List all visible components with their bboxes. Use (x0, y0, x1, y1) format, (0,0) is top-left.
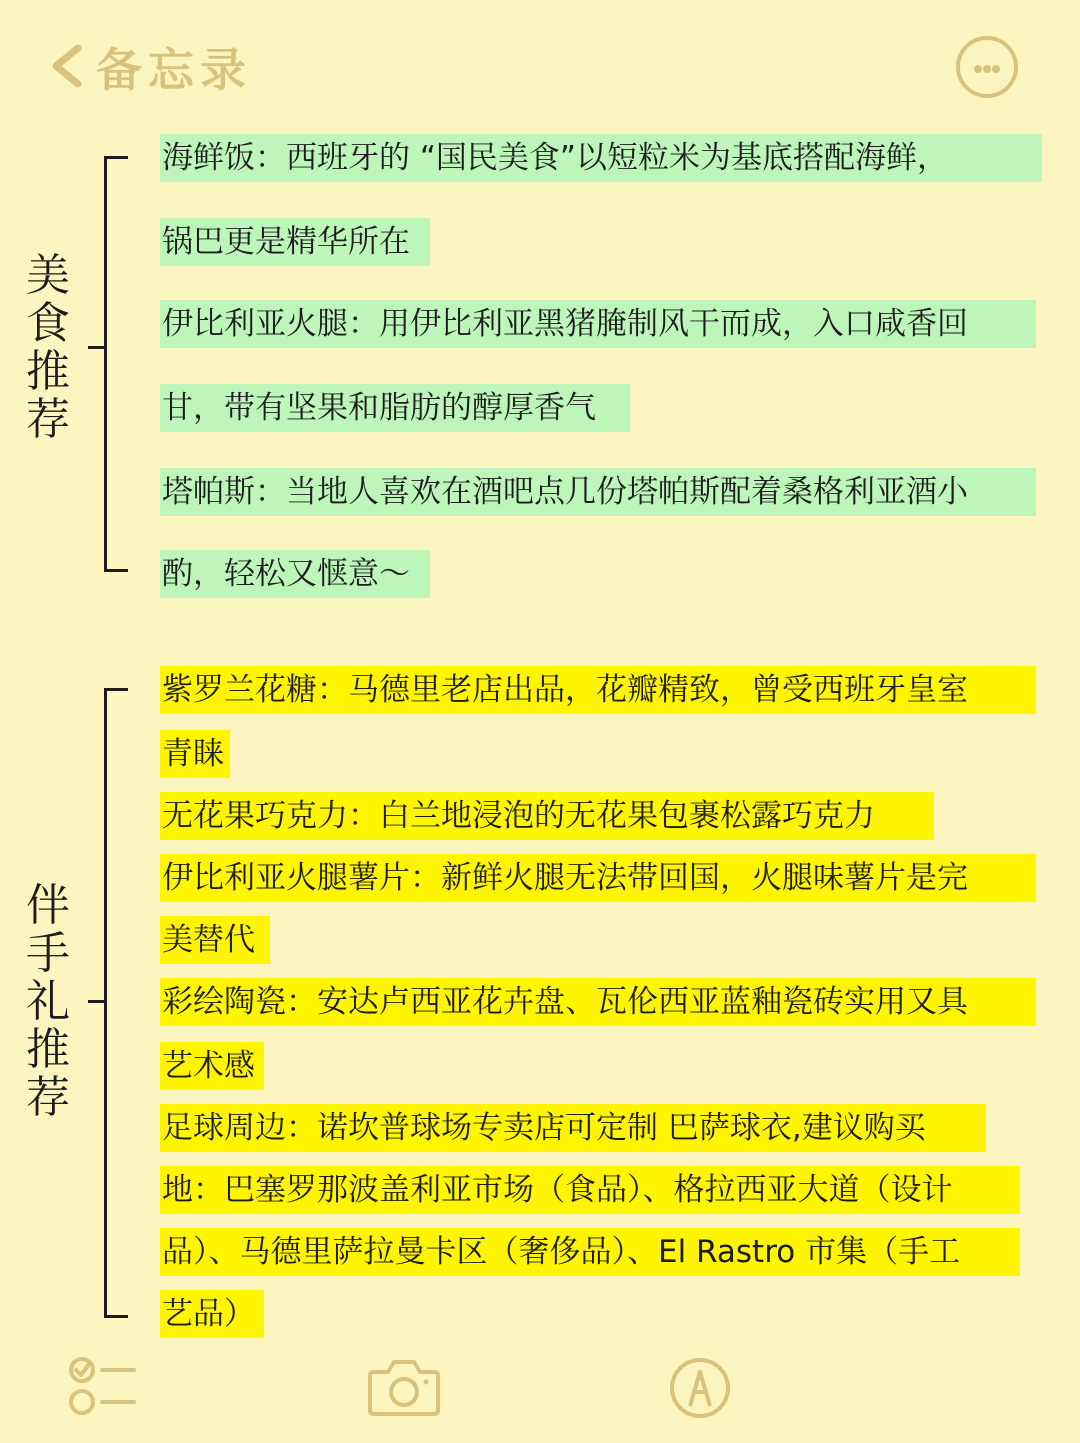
section-label-food: 美 食 推 荐 (26, 250, 70, 445)
note-text-line[interactable]: 无花果巧克力：白兰地浸泡的无花果包裹松露巧克力 (160, 792, 934, 840)
camera-icon[interactable] (366, 1356, 442, 1418)
note-text-line[interactable]: 艺术感 (160, 1042, 264, 1090)
back-button-label[interactable]: 备忘录 (96, 43, 252, 97)
note-text-line[interactable]: 彩绘陶瓷：安达卢西亚花卉盘、瓦伦西亚蓝釉瓷砖实用又具 (160, 978, 1036, 1026)
chevron-left-icon[interactable] (48, 44, 86, 88)
note-text-line[interactable]: 品）、马德里萨拉曼卡区（奢侈品）、El Rastro 市集（手工 (160, 1228, 1020, 1276)
bracket-line (104, 156, 128, 572)
bracket-line (104, 688, 128, 1318)
ellipsis-icon (983, 65, 991, 73)
note-text-line[interactable]: 艺品） (160, 1290, 264, 1338)
ellipsis-icon (974, 65, 982, 73)
navigation-bar (0, 0, 1080, 120)
bracket-tick (88, 1000, 106, 1003)
note-text-line[interactable]: 锅巴更是精华所在 (160, 218, 430, 266)
checklist-icon[interactable] (66, 1356, 136, 1416)
note-text-line[interactable]: 美替代 (160, 916, 270, 964)
note-text-line[interactable]: 甘，带有坚果和脂肪的醇厚香气 (160, 384, 630, 432)
ellipsis-icon (992, 65, 1000, 73)
more-options-button[interactable] (956, 36, 1018, 98)
note-text-line[interactable]: 伊比利亚火腿薯片：新鲜火腿无法带回国，火腿味薯片是完 (160, 854, 1036, 902)
bracket-tick (88, 346, 106, 349)
note-text-line[interactable]: 塔帕斯：当地人喜欢在酒吧点几份塔帕斯配着桑格利亚酒小 (160, 468, 1036, 516)
note-text-line[interactable]: 紫罗兰花糖：马德里老店出品，花瓣精致，曾受西班牙皇室 (160, 666, 1036, 714)
note-text-line[interactable]: 酌，轻松又惬意～ (160, 550, 430, 598)
note-text-line[interactable]: 足球周边：诺坎普球场专卖店可定制 巴萨球衣,建议购买 (160, 1104, 986, 1152)
note-text-line[interactable]: 青睐 (160, 730, 230, 778)
note-text-line[interactable]: 伊比利亚火腿：用伊比利亚黑猪腌制风干而成，入口咸香回 (160, 300, 1036, 348)
section-label-souvenirs: 伴 手 礼 推 荐 (26, 880, 70, 1123)
pen-markup-icon[interactable] (668, 1356, 732, 1420)
note-text-line[interactable]: 海鲜饭：西班牙的 “国民美食”以短粒米为基底搭配海鲜， (160, 134, 1042, 182)
note-text-line[interactable]: 地：巴塞罗那波盖利亚市场（食品）、格拉西亚大道（设计 (160, 1166, 1020, 1214)
